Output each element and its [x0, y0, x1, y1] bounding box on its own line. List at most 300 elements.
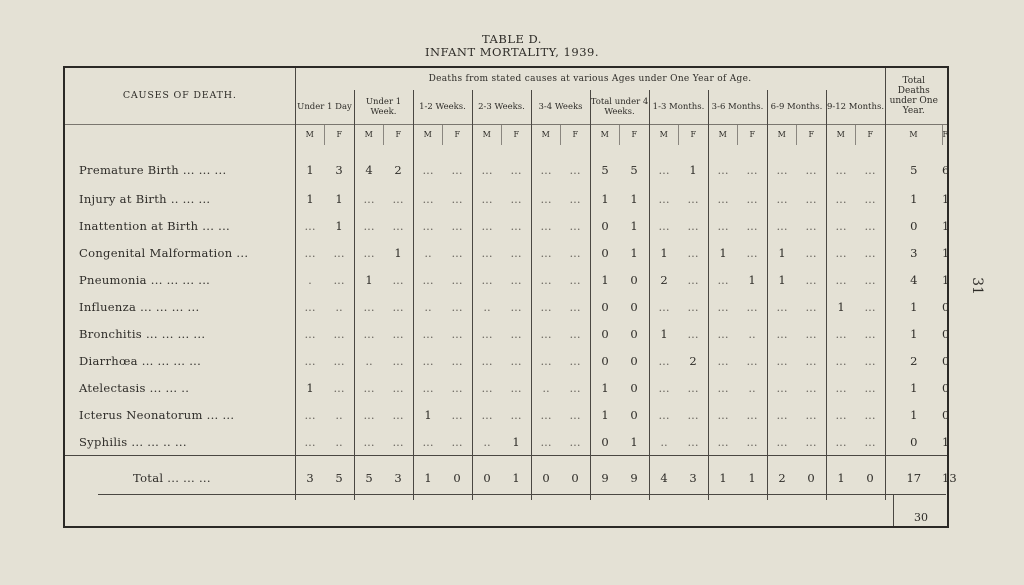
table-cell: ... [805, 163, 817, 177]
page-number: 31 [968, 277, 985, 295]
table-cell: .. [748, 326, 756, 341]
table-cell: ... [392, 326, 404, 341]
age-header: 3-6 Months. [708, 90, 767, 125]
female-header: F [856, 125, 886, 146]
table-cell: ... [708, 185, 738, 212]
table-cell: ... [864, 326, 876, 341]
table-cell: 1 [708, 239, 738, 266]
male-header: M [413, 125, 443, 146]
table-cell: ... [708, 293, 738, 320]
table-cell: ... [451, 380, 463, 395]
table-cell: ... [531, 266, 561, 293]
footer-rule [98, 494, 946, 495]
age-header: 1-3 Months. [649, 90, 708, 125]
table-cell: ... [354, 239, 384, 266]
cause-label: Inattention at Birth ... ... [79, 218, 230, 233]
table-cell: 1 [354, 266, 384, 293]
table-cell: 3 [679, 456, 709, 501]
table-cell: .. [472, 428, 502, 456]
table-cell: 0 [630, 299, 638, 314]
table-cell: ... [746, 163, 758, 177]
table-cell: ... [864, 218, 876, 233]
table-cell: 4 [885, 266, 942, 293]
table-cell: ... [805, 434, 817, 449]
table-cell: 9 [590, 456, 620, 501]
table-row [65, 293, 947, 320]
table-cell: 1 [885, 320, 942, 347]
table-cell: ... [333, 380, 345, 395]
table-cell: 13 [942, 456, 947, 501]
table-cell: ... [805, 299, 817, 314]
table-row [65, 428, 947, 456]
table-cell: ... [687, 245, 699, 260]
table-cell: .. [335, 407, 343, 422]
table-row [65, 320, 947, 347]
table-cell: ... [826, 266, 856, 293]
table-cell: 1 [630, 191, 638, 206]
table-cell: ... [649, 212, 679, 239]
table-cell: 1 [942, 245, 950, 260]
table-cell: ... [864, 353, 876, 368]
table-cell: ... [569, 380, 581, 395]
table-cell: ... [392, 434, 404, 449]
table-cell: 1 [295, 374, 325, 401]
table-cell: 0 [885, 428, 942, 456]
table-cell: 4 [354, 145, 384, 185]
table-cell: ... [864, 299, 876, 314]
table-cell: ... [826, 212, 856, 239]
cause-label: Congenital Malformation ... [79, 245, 249, 260]
table-cell: ... [510, 353, 522, 368]
table-cell: ... [295, 320, 325, 347]
table-cell: ... [864, 434, 876, 449]
infant-mortality-table [65, 68, 957, 500]
table-cell: ... [472, 401, 502, 428]
table-cell: 0 [942, 380, 950, 395]
table-cell: ... [826, 428, 856, 456]
female-header: F [620, 125, 650, 146]
age-header: Under 1 Week. [354, 90, 413, 125]
table-cell: 1 [413, 456, 443, 501]
table-cell: 0 [856, 456, 886, 501]
table-cell: 1 [295, 185, 325, 212]
table-cell: ... [864, 245, 876, 260]
table-cell: 1 [413, 401, 443, 428]
table-cell: ... [708, 401, 738, 428]
table-cell: ... [413, 347, 443, 374]
table-cell: 1 [649, 239, 679, 266]
table-cell: ... [746, 299, 758, 314]
table-cell: 3 [335, 163, 343, 177]
table-cell: ... [687, 191, 699, 206]
table-cell: ... [826, 145, 856, 185]
table-cell: ... [864, 191, 876, 206]
table-cell: ... [569, 245, 581, 260]
female-header: F [942, 125, 947, 146]
grand-total: 30 [893, 494, 948, 526]
table-cell: ... [569, 326, 581, 341]
table-row [65, 212, 947, 239]
female-header: F [443, 125, 473, 146]
table-cell: ... [746, 353, 758, 368]
table-cell: ... [472, 266, 502, 293]
table-cell: 2 [767, 456, 797, 501]
table-cell: ... [413, 428, 443, 456]
table-cell: ... [392, 380, 404, 395]
table-cell: ... [392, 272, 404, 287]
table-cell: ... [510, 272, 522, 287]
table-cell: ... [472, 185, 502, 212]
table-cell: .. [649, 428, 679, 456]
male-header: M [826, 125, 856, 146]
table-cell: ... [805, 407, 817, 422]
table-cell: 1 [942, 272, 950, 287]
table-cell: ... [510, 191, 522, 206]
table-cell: ... [687, 299, 699, 314]
table-cell: ... [531, 145, 561, 185]
table-cell: ... [649, 185, 679, 212]
table-cell: 1 [767, 239, 797, 266]
cause-label: Diarrhœa ... ... ... ... [79, 353, 202, 368]
age-header: 9-12 Months. [826, 90, 885, 125]
table-cell: ... [687, 218, 699, 233]
table-cell: 1 [689, 163, 697, 177]
table-cell: ... [767, 212, 797, 239]
table-cell: 0 [630, 380, 638, 395]
table-row [65, 239, 947, 266]
causes-header: CAUSES OF DEATH. [122, 90, 237, 101]
cause-label: Bronchitis ... ... ... ... [79, 326, 206, 341]
table-cell: ... [826, 401, 856, 428]
table-cell: 1 [295, 145, 325, 185]
female-header: F [561, 125, 591, 146]
male-header: M [354, 125, 384, 146]
table-cell: 1 [630, 218, 638, 233]
table-cell: .. [413, 239, 443, 266]
table-cell: ... [649, 145, 679, 185]
table-cell: ... [531, 347, 561, 374]
cause-label: Injury at Birth .. ... ... [79, 191, 211, 206]
table-cell: 1 [826, 293, 856, 320]
table-cell: ... [569, 163, 581, 177]
table-cell: ... [767, 401, 797, 428]
table-cell: ... [472, 239, 502, 266]
table-cell: ... [413, 266, 443, 293]
table-cell: ... [805, 272, 817, 287]
table-cell: ... [767, 145, 797, 185]
table-cell: ... [687, 272, 699, 287]
table-row [65, 266, 947, 293]
male-header: M [531, 125, 561, 146]
table-cell: 0 [590, 239, 620, 266]
table-cell: 5 [354, 456, 384, 501]
table-cell: ... [767, 347, 797, 374]
table-cell: ... [413, 212, 443, 239]
table-cell: 2 [885, 347, 942, 374]
table-cell: 1 [942, 434, 950, 449]
table-cell: .. [335, 434, 343, 449]
table-cell: ... [510, 163, 522, 177]
table-cell: ... [413, 374, 443, 401]
table-cell: ... [649, 374, 679, 401]
table-cell: 0 [531, 456, 561, 501]
table-cell: 1 [738, 456, 768, 501]
table-cell: 0 [590, 212, 620, 239]
table-cell: ... [531, 320, 561, 347]
table-cell: ... [295, 347, 325, 374]
table-cell: ... [805, 218, 817, 233]
table-cell: 0 [561, 456, 591, 501]
table-cell: ... [864, 380, 876, 395]
female-header: F [384, 125, 414, 146]
table-row [65, 185, 947, 212]
table-cell: ... [354, 374, 384, 401]
table-cell: ... [333, 272, 345, 287]
total-deaths-header: Total Deaths under One Year. [885, 68, 942, 125]
table-cell: 0 [942, 407, 950, 422]
table-cell: ... [746, 245, 758, 260]
table-cell: 5 [590, 145, 620, 185]
table-cell: 1 [885, 374, 942, 401]
cause-label: Pneumonia ... ... ... ... [79, 272, 211, 287]
table-cell: 1 [630, 245, 638, 260]
table-cell: 1 [748, 272, 756, 287]
table-cell: 0 [590, 347, 620, 374]
table-cell: 0 [590, 320, 620, 347]
table-cell: ... [687, 380, 699, 395]
table-cell: 0 [630, 407, 638, 422]
table-cell: ... [805, 191, 817, 206]
table-cell: .. [748, 380, 756, 395]
table-cell: .. [472, 293, 502, 320]
table-cell: 1 [394, 245, 402, 260]
table-cell: ... [295, 239, 325, 266]
table-cell: ... [531, 428, 561, 456]
table-cell: ... [826, 185, 856, 212]
table-cell: .. [531, 374, 561, 401]
table-cell: ... [295, 401, 325, 428]
table-cell: ... [413, 185, 443, 212]
table-cell: ... [413, 320, 443, 347]
female-header: F [325, 125, 355, 146]
age-header: Under 1 Day [295, 90, 354, 125]
table-cell: 0 [630, 353, 638, 368]
table-cell: 1 [590, 401, 620, 428]
age-header: 6-9 Months. [767, 90, 826, 125]
table-cell: ... [451, 163, 463, 177]
table-cell: ... [746, 218, 758, 233]
male-header: M [295, 125, 325, 146]
table-cell: 0 [590, 293, 620, 320]
table-cell: ... [864, 272, 876, 287]
male-header: M [708, 125, 738, 146]
table-cell: ... [472, 374, 502, 401]
table-cell: ... [531, 239, 561, 266]
table-cell: ... [295, 428, 325, 456]
table-cell: ... [708, 212, 738, 239]
table-cell: 0 [885, 212, 942, 239]
table-cell: 0 [630, 326, 638, 341]
table-cell: ... [354, 293, 384, 320]
table-row [65, 401, 947, 428]
table-cell: 3 [384, 456, 414, 501]
table-cell: ... [826, 347, 856, 374]
table-cell: ... [569, 434, 581, 449]
deaths-by-age-header: Deaths from stated causes at various Ages under One Year of Age. [295, 68, 885, 90]
table-cell: ... [708, 145, 738, 185]
table-cell: 1 [885, 185, 942, 212]
male-header: M [649, 125, 679, 146]
table-cell: 1 [885, 293, 942, 320]
cause-label: Syphilis ... ... .. ... [79, 434, 187, 449]
female-header: F [502, 125, 532, 146]
table-cell: ... [451, 191, 463, 206]
table-cell: ... [354, 320, 384, 347]
table-cell: ... [767, 428, 797, 456]
table-cell: ... [708, 374, 738, 401]
table-cell: ... [649, 347, 679, 374]
table-cell: ... [333, 353, 345, 368]
cause-label: Atelectasis ... ... .. [79, 380, 190, 395]
table-cell: ... [805, 353, 817, 368]
table-cell: 1 [502, 456, 532, 501]
table-cell: ... [451, 326, 463, 341]
table-cell: 1 [630, 434, 638, 449]
table-cell: ... [451, 434, 463, 449]
table-cell: ... [392, 299, 404, 314]
table-cell: ... [510, 407, 522, 422]
female-header: F [797, 125, 827, 146]
table-cell: ... [392, 191, 404, 206]
table-cell: ... [510, 218, 522, 233]
table-cell: ... [805, 245, 817, 260]
table-cell: ... [451, 299, 463, 314]
table-cell: ... [767, 320, 797, 347]
table-cell: ... [864, 163, 876, 177]
table-cell: ... [767, 293, 797, 320]
table-cell: 5 [885, 145, 942, 185]
table-cell: 2 [689, 353, 697, 368]
male-header: M [590, 125, 620, 146]
table-cell: ... [451, 272, 463, 287]
table-cell: 17 [885, 456, 942, 501]
table-cell: ... [510, 245, 522, 260]
cause-label: Premature Birth ... ... ... [79, 163, 227, 177]
table-cell: ... [767, 374, 797, 401]
table-cell: 3 [885, 239, 942, 266]
table-cell: 1 [335, 218, 343, 233]
table-cell: ... [687, 326, 699, 341]
table-cell: ... [392, 218, 404, 233]
table-cell: ... [569, 191, 581, 206]
female-header: F [738, 125, 768, 146]
table-cell: ... [746, 407, 758, 422]
table-row [65, 145, 947, 185]
table-cell: ... [354, 401, 384, 428]
table-cell: 5 [630, 163, 638, 177]
table-cell: ... [687, 407, 699, 422]
table-cell: ... [472, 320, 502, 347]
table-cell: 1 [885, 401, 942, 428]
table-cell: 2 [649, 266, 679, 293]
table-cell: ... [569, 272, 581, 287]
table-cell: 1 [512, 434, 520, 449]
table-cell: ... [746, 434, 758, 449]
table-cell: 5 [325, 456, 355, 501]
table-cell: 1 [767, 266, 797, 293]
table-cell: ... [569, 353, 581, 368]
table-cell: ... [708, 428, 738, 456]
table-cell: 2 [394, 163, 402, 177]
table-cell: 0 [797, 456, 827, 501]
table-cell: . [295, 266, 325, 293]
table-cell: ... [333, 326, 345, 341]
table-cell: 1 [708, 456, 738, 501]
male-header: M [767, 125, 797, 146]
causes-subheader-blank [65, 125, 295, 146]
table-cell: ... [826, 239, 856, 266]
table-cell: ... [649, 401, 679, 428]
table-cell: 1 [335, 191, 343, 206]
table-cell: ... [451, 218, 463, 233]
table-cell: 0 [590, 428, 620, 456]
table-cell: 1 [942, 218, 950, 233]
table-cell: 0 [942, 299, 950, 314]
table-cell: 1 [590, 185, 620, 212]
table-cell: 3 [295, 456, 325, 501]
table-cell: ... [413, 145, 443, 185]
table-row [65, 347, 947, 374]
table-cell: 0 [472, 456, 502, 501]
table-cell: ... [354, 212, 384, 239]
table-cell: ... [472, 212, 502, 239]
table-cell: 0 [942, 326, 950, 341]
age-header: Total under 4 Weeks. [590, 90, 649, 125]
table-cell: 1 [826, 456, 856, 501]
table-cell: ... [510, 326, 522, 341]
table-cell: ... [708, 347, 738, 374]
table-title [0, 33, 1024, 59]
table-cell: ... [451, 245, 463, 260]
table-cell: 1 [942, 191, 950, 206]
table-cell: ... [472, 145, 502, 185]
table-cell: ... [472, 347, 502, 374]
table-cell: ... [708, 266, 738, 293]
table-cell: 9 [620, 456, 650, 501]
table-cell: ... [392, 407, 404, 422]
table-cell: ... [295, 212, 325, 239]
table-cell: ... [510, 299, 522, 314]
table-cell: ... [746, 191, 758, 206]
table-cell: 0 [942, 353, 950, 368]
table-cell: ... [354, 428, 384, 456]
table-cell: 1 [649, 320, 679, 347]
table-cell: ... [569, 299, 581, 314]
table-cell: ... [805, 380, 817, 395]
table-cell: ... [531, 401, 561, 428]
table-label: TABLE D. [482, 32, 542, 46]
table-cell: 0 [443, 456, 473, 501]
table-cell: ... [531, 293, 561, 320]
age-header: 3-4 Weeks [531, 90, 590, 125]
age-header: 1-2 Weeks. [413, 90, 472, 125]
table-cell: ... [510, 380, 522, 395]
table-cell: .. [413, 293, 443, 320]
cause-label: Icterus Neonatorum ... ... [79, 407, 235, 422]
cause-label: Influenza ... ... ... ... [79, 299, 200, 314]
table-cell: ... [333, 245, 345, 260]
table-cell: ... [767, 185, 797, 212]
